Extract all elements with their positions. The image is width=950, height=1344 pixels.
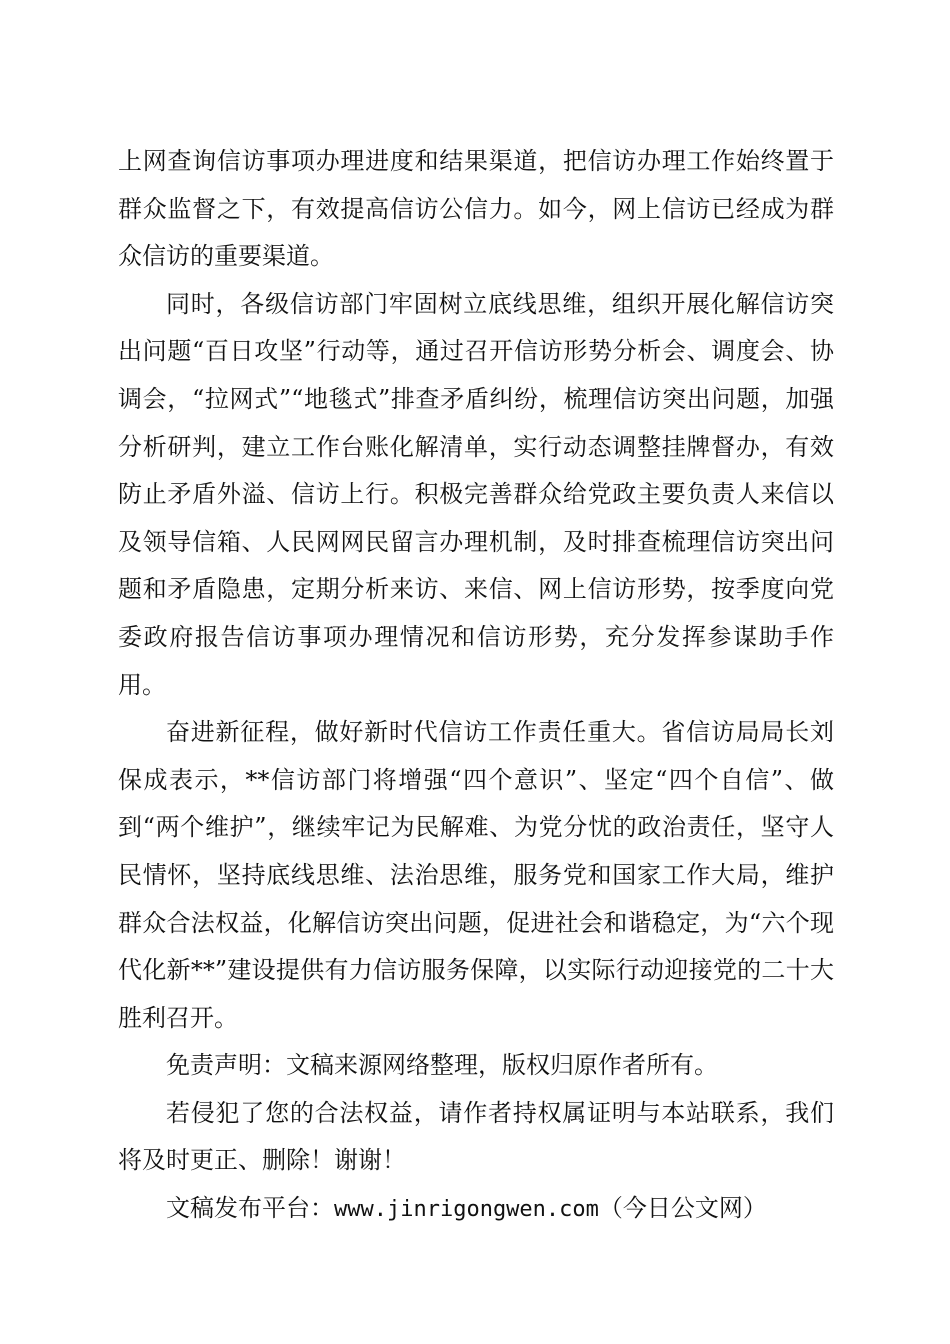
paragraph-continuation: 上网查询信访事项办理进度和结果渠道，把信访办理工作始终置于群众监督之下，有效提高信访公信力。如今，网上信访已经成为群众信访的重要渠道。 [118, 147, 834, 271]
platform-url[interactable]: www.jinrigongwen.com [334, 1197, 599, 1223]
platform-line [118, 1185, 834, 1234]
document-body [118, 138, 834, 1234]
paragraph-petition-departments: 同时，各级信访部门牢固树立底线思维，组织开展化解信访突出问题“百日攻坚”行动等，通过召开信访形势分析会、调度会、协调会，“拉网式”“地毯式”排查矛盾纠纷，梳理信访突出问题，加强分析研判，建立工作台账化解清单，实行动态调整挂牌督办，有效防止矛盾外溢、信访上行。积极完善群众给党政主要负责人来信以及领导信箱、人民网网民留言办理机制，及时排查梳理信访突出问题和矛盾隐患，定期分析来访、来信、网上信访形势，按季度向党委政府报告信访事项办理情况和信访形势，充分发挥参谋助手作用。 [118, 289, 834, 699]
infringement-notice: 若侵犯了您的合法权益，请作者持权属证明与本站联系，我们将及时更正、删除！谢谢！ [118, 1098, 834, 1175]
disclaimer-line: 免责声明：文稿来源网络整理，版权归原作者所有。 [166, 1051, 718, 1080]
platform-label: 文稿发布平台： [166, 1194, 334, 1223]
paragraph-new-journey: 奋进新征程，做好新时代信访工作责任重大。省信访局局长刘保成表示，**信访部门将增强“四个意识”、坚定“四个自信”、做到“两个维护”，继续牢记为民解难、为党分忧的政治责任，坚守人民情怀，坚持底线思维、法治思维，服务党和国家工作大局，维护群众合法权益，化解信访突出问题，促进社会和谐稳定，为“六个现代化新**”建设提供有力信访服务保障，以实际行动迎接党的二十大胜利召开。 [118, 718, 834, 1032]
platform-site-name: （今日公文网） [598, 1194, 767, 1223]
